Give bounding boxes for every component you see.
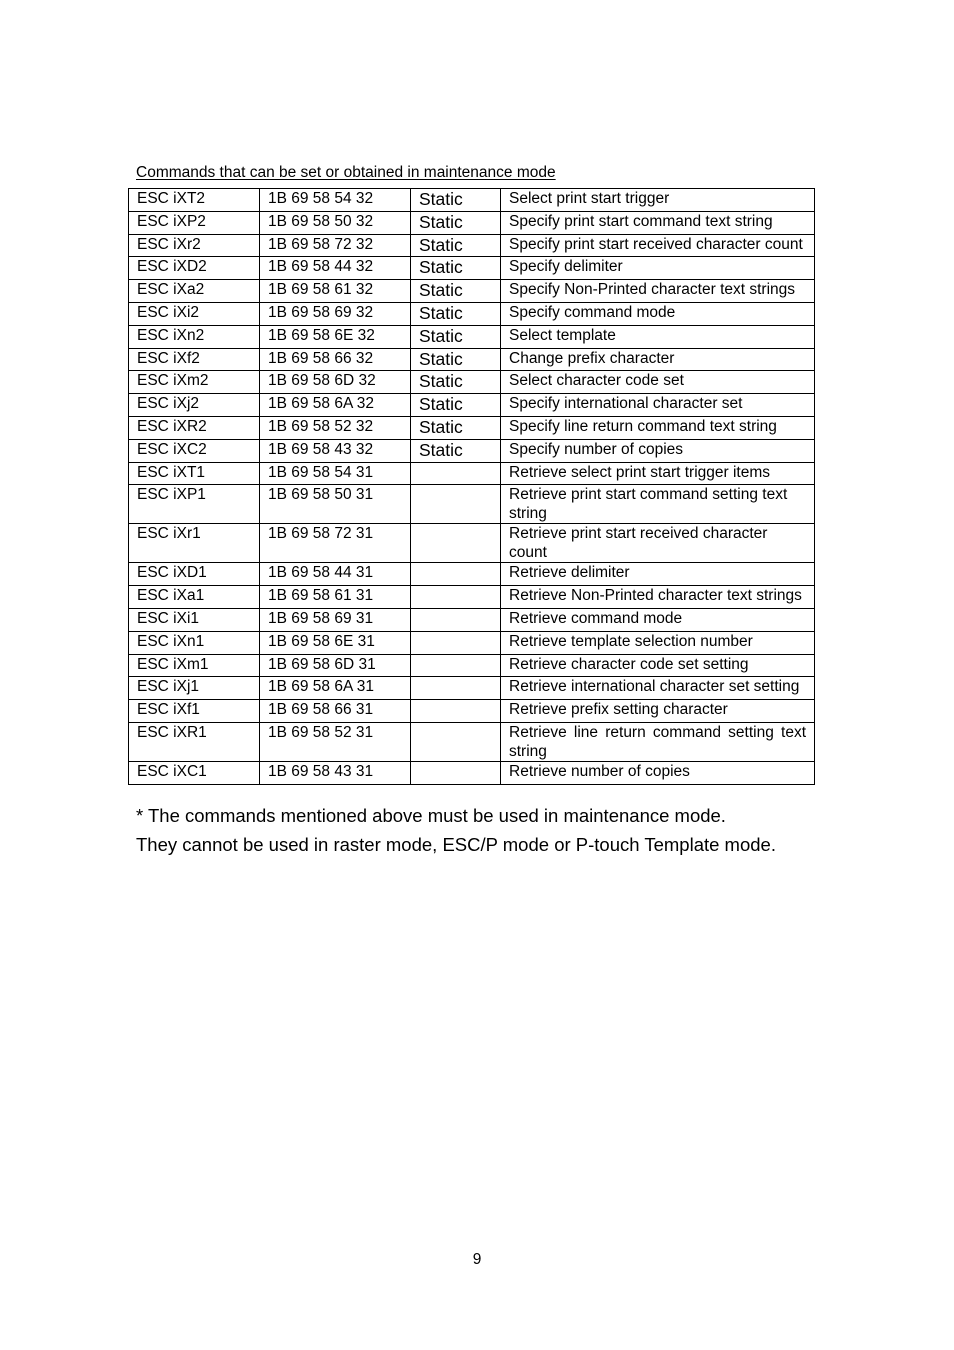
description-cell: Retrieve character code set setting [501,654,815,677]
type-cell: Static [411,257,501,280]
command-cell: ESC iXD1 [129,563,260,586]
description-cell: Specify command mode [501,302,815,325]
command-cell: ESC iXi2 [129,302,260,325]
table-row [129,371,815,394]
type-cell [411,586,501,609]
command-cell: ESC iXn1 [129,631,260,654]
table-row [129,462,815,485]
table-row [129,280,815,303]
table-row [129,189,815,212]
command-cell: ESC iXr1 [129,524,260,563]
table-row [129,485,815,524]
hex-code-cell: 1B 69 58 72 32 [260,234,411,257]
type-cell [411,761,501,784]
description-cell: Retrieve template selection number [501,631,815,654]
type-cell: Static [411,439,501,462]
hex-code-cell: 1B 69 58 6E 32 [260,325,411,348]
command-cell: ESC iXP1 [129,485,260,524]
type-cell [411,462,501,485]
description-cell: Retrieve print start command setting text string [501,485,815,524]
command-cell: ESC iXR1 [129,722,260,761]
hex-code-cell: 1B 69 58 43 32 [260,439,411,462]
table-row [129,302,815,325]
table-row [129,257,815,280]
description-cell: Retrieve command mode [501,608,815,631]
description-cell: Retrieve print start received character count [501,524,815,563]
hex-code-cell: 1B 69 58 52 32 [260,416,411,439]
type-cell [411,563,501,586]
hex-code-cell: 1B 69 58 54 32 [260,189,411,212]
description-cell: Select template [501,325,815,348]
table-row [129,761,815,784]
description-cell: Retrieve prefix setting character [501,700,815,723]
description-cell: Specify number of copies [501,439,815,462]
description-cell: Retrieve select print start trigger items [501,462,815,485]
command-cell: ESC iXT1 [129,462,260,485]
hex-code-cell: 1B 69 58 69 31 [260,608,411,631]
description-cell: Retrieve number of copies [501,761,815,784]
table-row [129,586,815,609]
description-cell: Retrieve line return command setting text string [501,722,815,761]
command-cell: ESC iXC1 [129,761,260,784]
page-number: 9 [472,1251,482,1268]
command-cell: ESC iXm1 [129,654,260,677]
type-cell: Static [411,371,501,394]
command-cell: ESC iXj1 [129,677,260,700]
hex-code-cell: 1B 69 58 50 32 [260,211,411,234]
command-cell: ESC iXa2 [129,280,260,303]
type-cell: Static [411,211,501,234]
command-cell: ESC iXa1 [129,586,260,609]
commands-table-body [129,189,815,785]
table-row [129,234,815,257]
type-cell: Static [411,416,501,439]
table-caption: Commands that can be set or obtained in maintenance mode [136,164,556,181]
type-cell [411,631,501,654]
hex-code-cell: 1B 69 58 61 32 [260,280,411,303]
command-cell: ESC iXT2 [129,189,260,212]
unsupported-modes-note: They cannot be used in raster mode, ESC/P mode or P-touch Template mode. [136,834,776,855]
table-row [129,394,815,417]
maintenance-mode-note: * The commands mentioned above must be used in maintenance mode. [136,805,726,826]
type-cell [411,677,501,700]
hex-code-cell: 1B 69 58 6D 32 [260,371,411,394]
table-row [129,325,815,348]
command-cell: ESC iXm2 [129,371,260,394]
description-cell: Change prefix character [501,348,815,371]
hex-code-cell: 1B 69 58 54 31 [260,462,411,485]
type-cell [411,654,501,677]
command-cell: ESC iXr2 [129,234,260,257]
description-cell: Specify international character set [501,394,815,417]
type-cell [411,722,501,761]
description-cell: Select character code set [501,371,815,394]
type-cell [411,485,501,524]
hex-code-cell: 1B 69 58 61 31 [260,586,411,609]
command-cell: ESC iXD2 [129,257,260,280]
hex-code-cell: 1B 69 58 43 31 [260,761,411,784]
command-cell: ESC iXj2 [129,394,260,417]
table-row [129,439,815,462]
command-cell: ESC iXi1 [129,608,260,631]
type-cell: Static [411,189,501,212]
commands-table [128,188,815,785]
command-cell: ESC iXR2 [129,416,260,439]
hex-code-cell: 1B 69 58 52 31 [260,722,411,761]
table-row [129,677,815,700]
table-row [129,608,815,631]
table-row [129,631,815,654]
hex-code-cell: 1B 69 58 69 32 [260,302,411,325]
table-row [129,211,815,234]
table-row [129,654,815,677]
table-row [129,416,815,439]
command-cell: ESC iXP2 [129,211,260,234]
hex-code-cell: 1B 69 58 66 31 [260,700,411,723]
type-cell: Static [411,302,501,325]
table-row [129,348,815,371]
type-cell: Static [411,325,501,348]
description-cell: Select print start trigger [501,189,815,212]
description-cell: Specify Non-Printed character text strings [501,280,815,303]
description-cell: Specify print start received character count [501,234,815,257]
type-cell [411,700,501,723]
type-cell: Static [411,234,501,257]
description-cell: Retrieve international character set setting [501,677,815,700]
table-row [129,524,815,563]
hex-code-cell: 1B 69 58 44 31 [260,563,411,586]
table-row [129,563,815,586]
table-row [129,700,815,723]
type-cell [411,524,501,563]
type-cell: Static [411,394,501,417]
description-cell: Specify line return command text string [501,416,815,439]
hex-code-cell: 1B 69 58 50 31 [260,485,411,524]
hex-code-cell: 1B 69 58 6A 31 [260,677,411,700]
type-cell: Static [411,280,501,303]
hex-code-cell: 1B 69 58 44 32 [260,257,411,280]
command-cell: ESC iXC2 [129,439,260,462]
command-cell: ESC iXf2 [129,348,260,371]
table-row [129,722,815,761]
command-cell: ESC iXf1 [129,700,260,723]
hex-code-cell: 1B 69 58 72 31 [260,524,411,563]
hex-code-cell: 1B 69 58 6D 31 [260,654,411,677]
command-cell: ESC iXn2 [129,325,260,348]
hex-code-cell: 1B 69 58 6A 32 [260,394,411,417]
description-cell: Specify print start command text string [501,211,815,234]
hex-code-cell: 1B 69 58 6E 31 [260,631,411,654]
type-cell: Static [411,348,501,371]
description-cell: Retrieve Non-Printed character text strings [501,586,815,609]
description-cell: Retrieve delimiter [501,563,815,586]
description-cell: Specify delimiter [501,257,815,280]
hex-code-cell: 1B 69 58 66 32 [260,348,411,371]
type-cell [411,608,501,631]
